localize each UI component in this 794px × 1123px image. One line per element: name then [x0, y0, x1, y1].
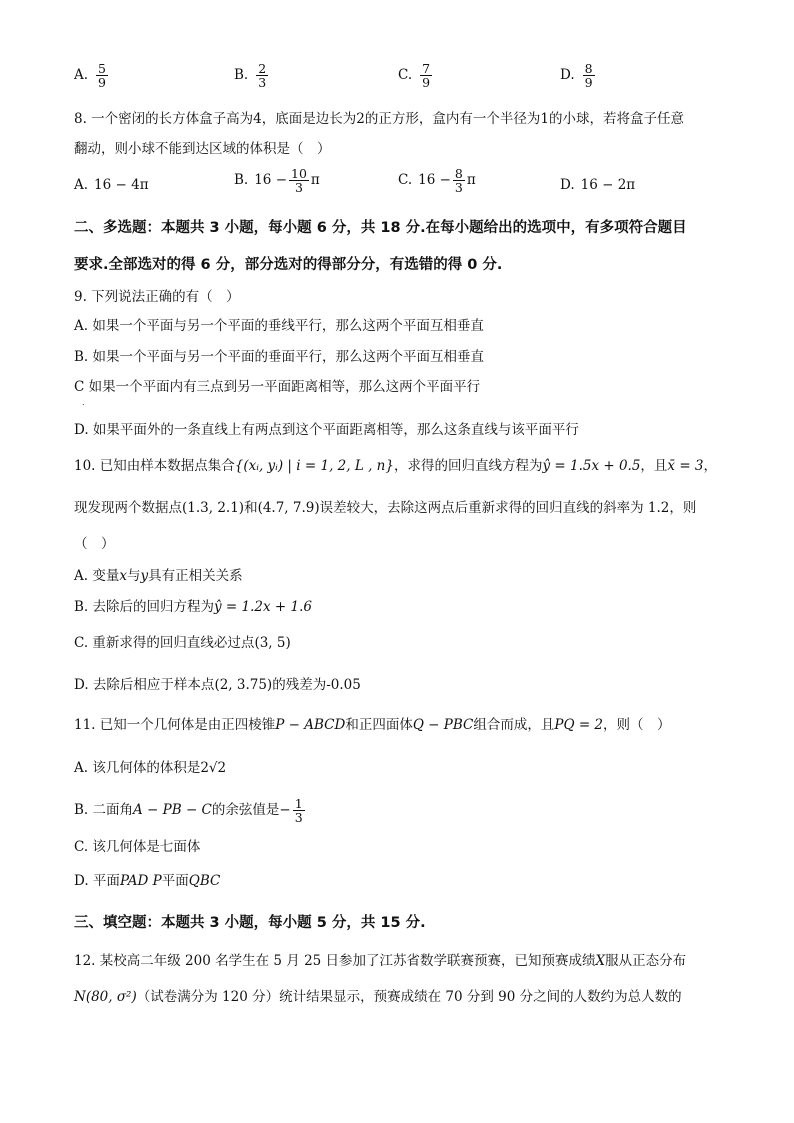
- q9-option-b: B. 如果一个平面与另一个平面的垂面平行，那么这两个平面互相垂直: [74, 349, 485, 365]
- section2-heading-line2: 要求.全部选对的得 6 分，部分选对的得部分分，有选错的得 0 分.: [74, 257, 503, 273]
- q7-option-d: D. $\frac{8}{9}$: [560, 61, 593, 91]
- fraction: $\frac{8}{9}$: [584, 61, 593, 91]
- q8-option-a: A. 16 − 4π: [74, 177, 149, 193]
- normal-distribution: N(80, σ²): [74, 989, 137, 1005]
- q9-option-a: A. 如果一个平面与另一个平面的垂线平行，那么这两个平面互相垂直: [74, 318, 484, 334]
- fraction: $\frac{10}{3}$: [291, 166, 307, 196]
- q9-option-c: C 如果一个平面内有三点到另一平面距离相等，那么这两个平面平行: [74, 379, 481, 395]
- section3-heading: 三、填空题：本题共 3 小题，每小题 5 分，共 15 分.: [74, 915, 426, 931]
- q8-stem-line2: 翻动，则小球不能到达区域的体积是（ ）: [74, 141, 331, 157]
- section2-heading-line1: 二、多选题：本题共 3 小题，每小题 6 分，共 18 分.在每小题给出的选项中，有多项符合题目: [74, 220, 687, 236]
- q11-stem: 11. 已知一个几何体是由正四棱锥P − ABCD和正四面体Q − PBC组合而成，且PQ = 2，则（ ）: [74, 717, 671, 733]
- q8-option-d: D. 16 − 2π: [560, 177, 636, 193]
- q7-option-b: B. $\frac{2}{3}$: [234, 61, 267, 91]
- q10-option-d: D. 去除后相应于样本点(2, 3.75)的残差为-0.05: [74, 677, 361, 693]
- fraction: $\frac{2}{3}$: [258, 61, 267, 91]
- q11-option-a: A. 该几何体的体积是2√2: [74, 760, 227, 776]
- regression-equation: ŷ = 1.5x + 0.5: [542, 458, 641, 474]
- fraction: $\frac{5}{9}$: [98, 61, 106, 91]
- q9-stem: 9. 下列说法正确的有（ ）: [74, 289, 240, 305]
- fraction: $\frac{1}{3}$: [294, 796, 303, 826]
- fraction: $\frac{7}{9}$: [422, 61, 431, 91]
- stray-mark: .: [82, 398, 85, 407]
- q7-option-a: A. $\frac{5}{9}$: [74, 61, 106, 91]
- q8-option-c: C. 16 − $\frac{8}{3}$ π: [398, 166, 476, 196]
- q10-stem-line2: 现发现两个数据点(1.3, 2.1)和(4.7, 7.9)误差较大，去除这两点后重新求得的回归直线的斜率为 1.2，则: [74, 500, 697, 516]
- q10-option-a: A. 变量x与y具有正相关关系: [74, 568, 243, 584]
- q12-stem-line1: 12. 某校高二年级 200 名学生在 5 月 25 日参加了江苏省数学联赛预赛，已知预赛成绩X服从正态分布: [74, 953, 687, 969]
- q10-option-b: B. 去除后的回归方程为ŷ = 1.2x + 1.6: [74, 599, 312, 615]
- q12-stem-line2: N(80, σ²)（试卷满分为 120 分）统计结果显示，预赛成绩在 70 分到 90 分之间的人数约为总人数的: [74, 989, 682, 1005]
- x-mean: x̄ = 3: [667, 458, 704, 474]
- q10-answer-paren: （ ）: [74, 536, 115, 552]
- q8-stem-line1: 8. 一个密闭的长方体盒子高为4，底面是边长为2的正方形，盒内有一个半径为1的小球，若将盒子任意: [74, 111, 684, 127]
- q9-option-d: D. 如果平面外的一条直线上有两点到这个平面距离相等，那么这条直线与该平面平行: [74, 422, 579, 438]
- q10-stem-line1: 10. 已知由样本数据点集合{(xᵢ, yᵢ) | i = 1, 2, L , n}，求得的回归直线方程为ŷ = 1.5x + 0.5，且x̄ = 3，: [74, 458, 718, 474]
- fraction: $\frac{8}{3}$: [454, 166, 463, 196]
- q8-option-b: B. 16 − $\frac{10}{3}$ π: [234, 166, 320, 196]
- sample-set: {(xᵢ, yᵢ) | i = 1, 2, L , n}: [234, 458, 394, 474]
- q11-option-d: D. 平面PAD P平面QBC: [74, 873, 221, 889]
- q11-option-b: B. 二面角A − PB − C的余弦值是− $\frac{1}{3}$: [74, 796, 303, 826]
- q10-option-c: C. 重新求得的回归直线必过点(3, 5): [74, 635, 291, 651]
- q11-option-c: C. 该几何体是七面体: [74, 839, 201, 855]
- q7-option-c: C. $\frac{7}{9}$: [398, 61, 431, 91]
